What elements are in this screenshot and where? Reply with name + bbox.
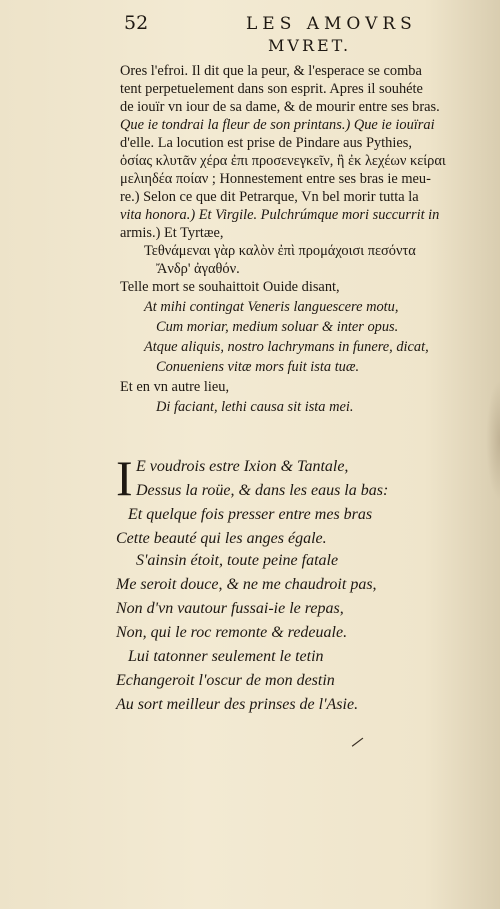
running-title: LES AMOVRS [246,14,417,34]
commentary-line: Et en vn autre lieu, [120,379,230,395]
commentary-line: Que ie tondrai la fleur de son printans.) Que ie iouïrai [120,117,435,133]
commentary-line: de iouïr vn iour de sa dame, & de mourir entre ses bras. [120,99,440,115]
drop-cap-letter: I [116,450,133,506]
commentary-line: Telle mort se souhaittoit Ouide disant, [120,279,340,295]
greek-line: ὁσίας κλυτᾶν χέρα ἐπι προσενεγκεῖν, ἢ ἐκ λεχέων κείραι [120,153,446,169]
commentary-line: Ores l'efroi. Il dit que la peur, & l'esperace se comba [120,63,422,79]
ink-mark-icon [349,736,367,749]
greek-line: μελιηδέα ποίαν ; Honnestement entre ses bras ie meu- [120,171,431,187]
commentary-line: d'elle. La locution est prise de Pindare aus Pythies, [120,135,412,151]
greek-line: Τεθνάμεναι γὰρ καλὸν ἐπὶ προμάχοισι πεσόντα [144,243,416,259]
sonnet-line: S'ainsin étoit, toute peine fatale [136,552,339,569]
commentary-line: re.) Selon ce que dit Petrarque, Vn bel morir tutta la [120,189,419,205]
commentary-line: tent perpetuelement dans son esprit. Apres il souhéte [120,81,423,97]
sonnet-line: Non d'vn vautour fussai-ie le repas, [116,600,344,617]
latin-quote-line: Di faciant, lethi causa sit ista mei. [156,399,354,415]
sonnet-line: Cette beauté qui les anges égale. [116,530,327,547]
latin-quote-line: At mihi contingat Veneris languescere motu, [144,299,399,315]
sonnet-line: Lui tatonner seulement le tetin [128,648,324,665]
latin-quote-line: Atque aliquis, nostro lachrymans in funere, dicat, [144,339,429,355]
running-subtitle: MVRET. [268,36,352,55]
sonnet-line: Echangeroit l'oscur de mon destin [116,672,335,689]
sonnet-line: Dessus la roüe, & dans les eaus la bas: [136,482,389,499]
sonnet-line: Me seroit douce, & ne me chaudroit pas, [116,576,377,593]
commentary-line: armis.) Et Tyrtæe, [120,225,224,241]
sonnet-line: Et quelque fois presser entre mes bras [128,506,373,523]
latin-quote-line: Cum moriar, medium soluar & inter opus. [156,319,399,335]
sonnet-line: Au sort meilleur des prinses de l'Asie. [116,696,359,713]
commentary-line: vita honora.) Et Virgile. Pulchrúmque mori succurrit in [120,207,440,223]
show-through-stain [486,380,500,500]
greek-line: Ἄνδρ' ἀγαθόν. [156,261,240,277]
sonnet-line: E voudrois estre Ixion & Tantale, [136,458,349,475]
sonnet-line: Non, qui le roc remonte & redeuale. [116,624,348,641]
page-number: 52 [124,12,149,34]
latin-quote-line: Conueniens vitæ mors fuit ista tuæ. [156,359,360,375]
